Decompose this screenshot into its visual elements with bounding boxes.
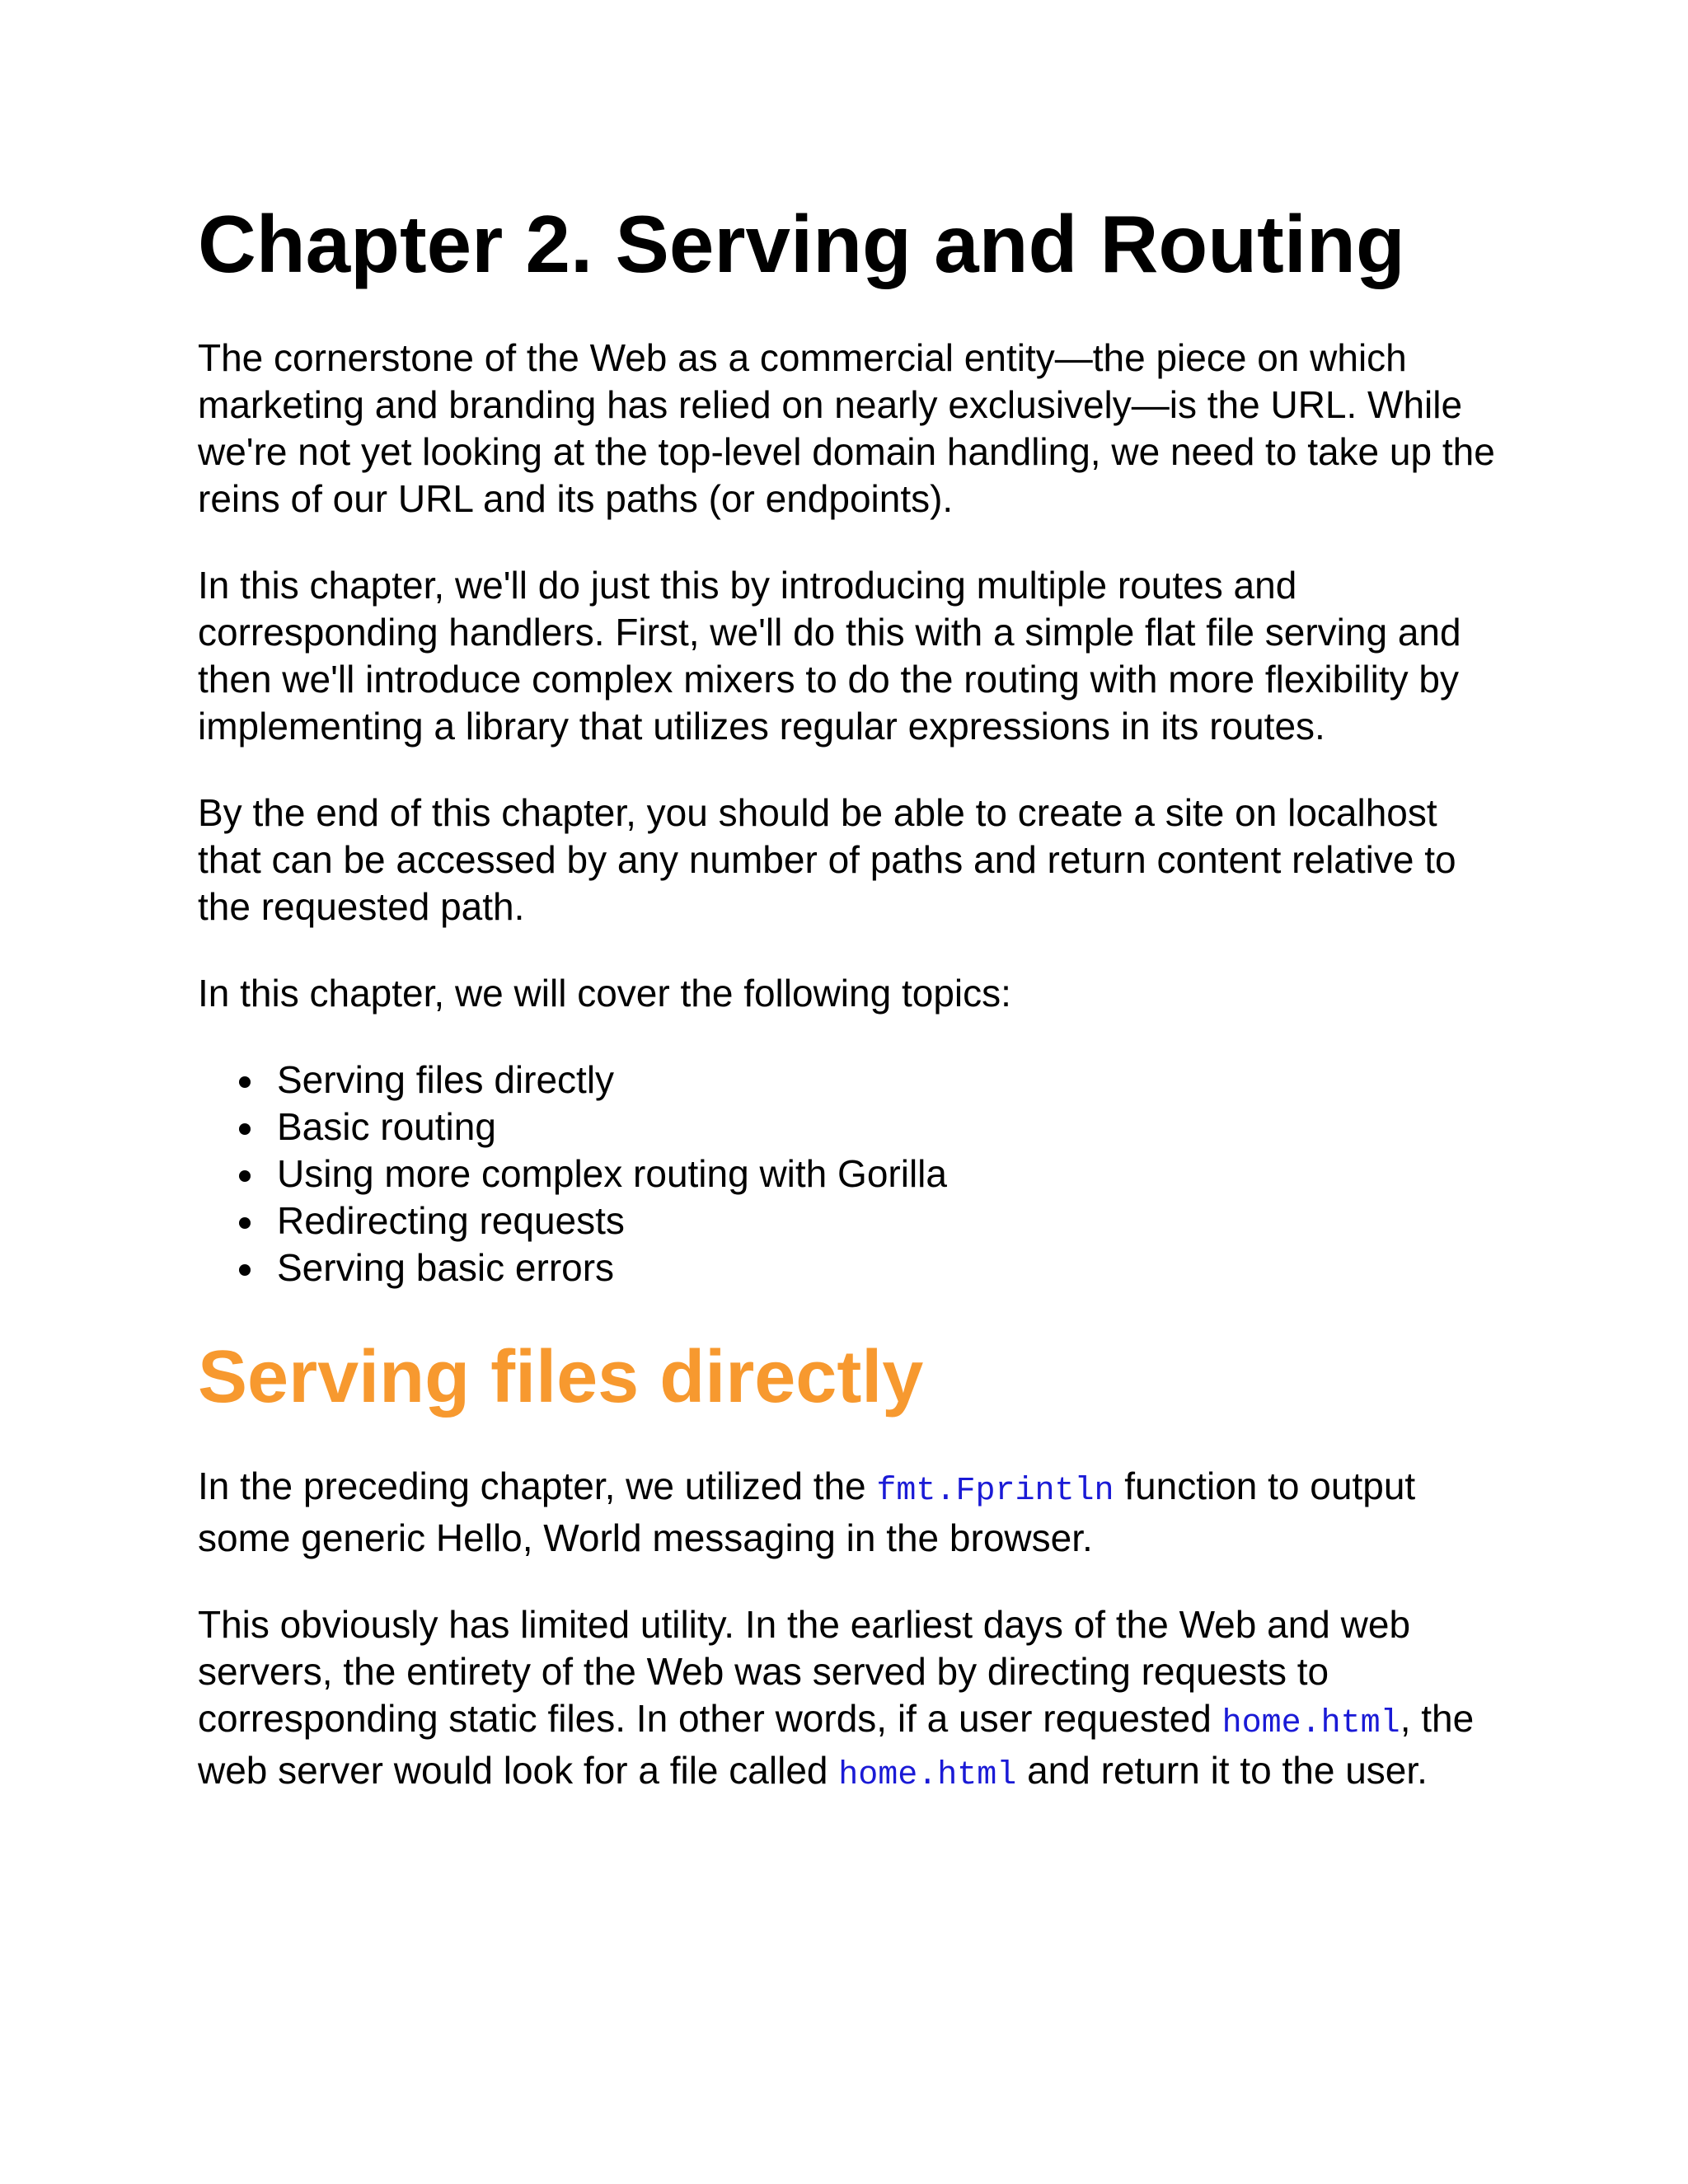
section-paragraph-2 bbox=[198, 1601, 1500, 1799]
section-paragraph-1 bbox=[198, 1463, 1500, 1562]
intro-paragraph-2: In this chapter, we'll do just this by introducing multiple routes and corresponding handlers. First, we'll do this with a simple flat file serving and then we'll introduce complex mixers to do the routing with more flexibility by implementing a library that utilizes regular expressions in its routes. bbox=[198, 563, 1461, 748]
intro-paragraph-1: The cornerstone of the Web as a commercial entity—the piece on which marketing and branding has relied on nearly exclusively—is the URL. While we're not yet looking at the top-level domain handling, we need to take up the reins of our URL and its paths (or endpoints). bbox=[198, 335, 1495, 520]
list-item bbox=[277, 1244, 1500, 1291]
inline-code: fmt.Fprintln bbox=[876, 1472, 1114, 1510]
intro-paragraph-3: By the end of this chapter, you should be able to create a site on localhost that can be accessed by any number of paths and return content relative to the requested path. bbox=[198, 790, 1456, 928]
list-item-text: Serving basic errors bbox=[277, 1245, 615, 1289]
paragraph-text: This obviously has limited utility. In the earliest days of the Web and web servers, the entirety of the Web was served by directing requests to corresponding static files. In other words, if a user requested bbox=[198, 1602, 1411, 1740]
paragraph-text: and return it to the user. bbox=[1016, 1748, 1428, 1792]
paragraph-text: In the preceding chapter, we utilized the bbox=[198, 1464, 877, 1507]
bullet-icon bbox=[239, 1076, 251, 1088]
list-item-text: Serving files directly bbox=[277, 1057, 615, 1101]
inline-code: home.html bbox=[838, 1756, 1017, 1794]
bullet-icon bbox=[239, 1217, 251, 1229]
bullet-icon bbox=[239, 1264, 251, 1276]
list-item-text: Basic routing bbox=[277, 1104, 496, 1148]
paragraph-text: function to output some generic Hello, World messaging in the browser. bbox=[198, 1464, 1416, 1559]
list-item bbox=[277, 1197, 1500, 1244]
inline-code: home.html bbox=[1221, 1704, 1400, 1742]
list-item bbox=[277, 1057, 1500, 1104]
chapter-title: Chapter 2. Serving and Routing bbox=[198, 199, 1405, 289]
paragraph-text: , the web server would look for a file called bbox=[198, 1696, 1475, 1792]
document-page bbox=[198, 196, 1500, 1799]
list-item bbox=[277, 1104, 1500, 1151]
intro-paragraph-4: In this chapter, we will cover the following topics: bbox=[198, 971, 1011, 1015]
bullet-icon bbox=[239, 1170, 251, 1182]
bullet-icon bbox=[239, 1123, 251, 1135]
section-title: Serving files directly bbox=[198, 1335, 924, 1418]
list-item-text: Redirecting requests bbox=[277, 1198, 625, 1242]
topics-list bbox=[198, 1057, 1500, 1291]
list-item-text: Using more complex routing with Gorilla bbox=[277, 1151, 947, 1195]
list-item bbox=[277, 1151, 1500, 1197]
